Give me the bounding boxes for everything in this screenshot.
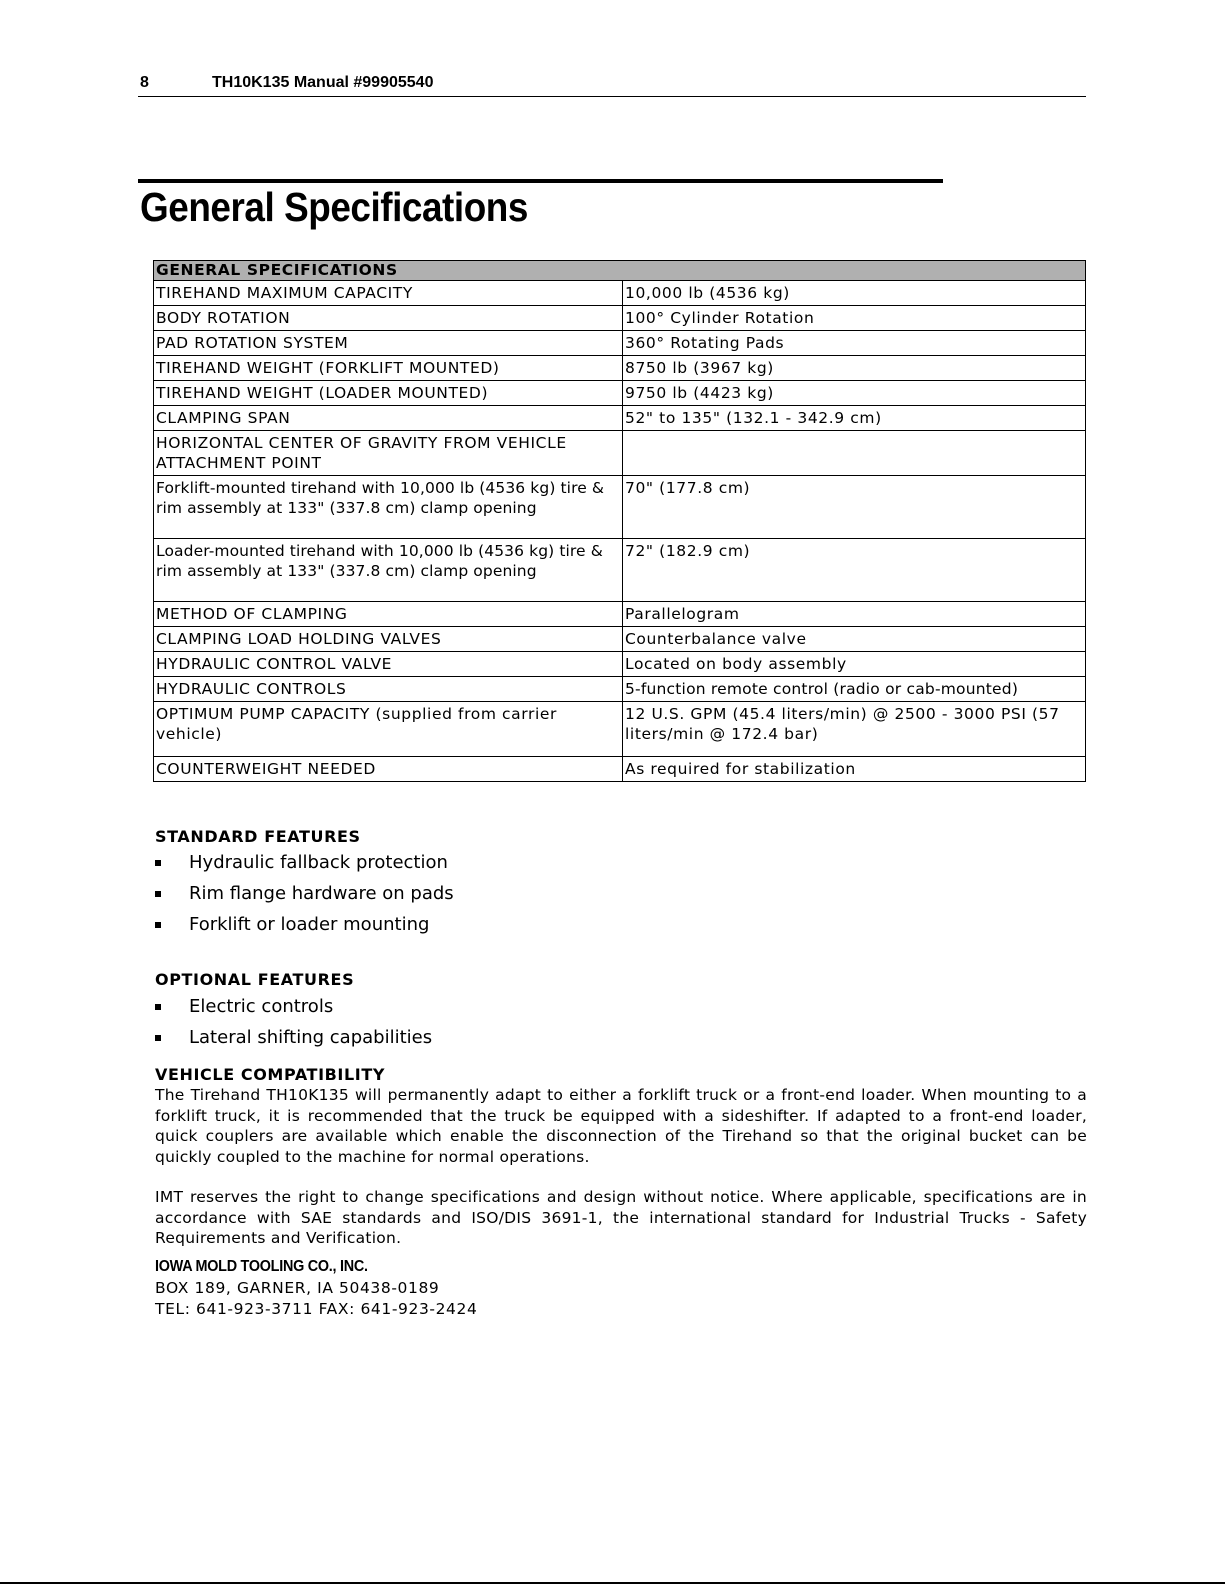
spec-value: 10,000 lb (4536 kg) (623, 281, 1086, 306)
spec-label: BODY ROTATION (154, 306, 623, 331)
optional-features-heading: OPTIONAL FEATURES (155, 970, 355, 989)
table-row (154, 652, 1086, 677)
table-row (154, 406, 1086, 431)
spec-label: TIREHAND MAXIMUM CAPACITY (154, 281, 623, 306)
vehicle-compatibility-text: The Tirehand TH10K135 will permanently adapt to either a forklift truck or a front-end loader. When mounting to a forklift truck, it is recommended that the truck be equipped with a sideshifter. If adapted to a front-end loader, quick couplers are available which enable the disconnection of the Tirehand so that the original bucket can be quickly coupled to the machine for normal operations. (155, 1086, 1087, 1167)
spec-label: CLAMPING LOAD HOLDING VALVES (154, 627, 623, 652)
document-title: TH10K135 Manual #99905540 (212, 74, 434, 91)
spec-label: COUNTERWEIGHT NEEDED (154, 757, 623, 782)
company-name: IOWA MOLD TOOLING CO., INC. (155, 1258, 368, 1275)
list-item: Forklift or loader mounting (155, 914, 454, 945)
table-row (154, 702, 1086, 757)
table-row (154, 757, 1086, 782)
standard-features-list (155, 852, 454, 945)
list-item: Lateral shifting capabilities (155, 1027, 432, 1058)
spec-label: TIREHAND WEIGHT (FORKLIFT MOUNTED) (154, 356, 623, 381)
spec-value: Parallelogram (623, 602, 1086, 627)
vehicle-compatibility-heading: VEHICLE COMPATIBILITY (155, 1065, 386, 1084)
spec-label: OPTIMUM PUMP CAPACITY (supplied from carrier vehicle) (154, 702, 623, 757)
table-row (154, 627, 1086, 652)
spec-value: 9750 lb (4423 kg) (623, 381, 1086, 406)
list-item: Electric controls (155, 996, 432, 1027)
spec-value: Counterbalance valve (623, 627, 1086, 652)
table-row (154, 381, 1086, 406)
table-row (154, 431, 1086, 476)
spec-value (623, 431, 1086, 476)
spec-label: HORIZONTAL CENTER OF GRAVITY FROM VEHICLE ATTACHMENT POINT (154, 431, 623, 476)
company-contact: TEL: 641-923-3711 FAX: 641-923-2424 (155, 1300, 478, 1318)
title-rule (138, 179, 943, 183)
spec-value: 8750 lb (3967 kg) (623, 356, 1086, 381)
spec-label: HYDRAULIC CONTROLS (154, 677, 623, 702)
spec-value: As required for stabilization (623, 757, 1086, 782)
spec-label: HYDRAULIC CONTROL VALVE (154, 652, 623, 677)
list-item: Rim flange hardware on pads (155, 883, 454, 914)
table-row (154, 602, 1086, 627)
spec-label: Forklift-mounted tirehand with 10,000 lb (4536 kg) tire & rim assembly at 133" (337.8 cm) clamp opening (154, 476, 623, 539)
spec-table-heading: GENERAL SPECIFICATIONS (154, 261, 1086, 281)
list-item: Hydraulic fallback protection (155, 852, 454, 883)
spec-label: Loader-mounted tirehand with 10,000 lb (4536 kg) tire & rim assembly at 133" (337.8 cm) clamp opening (154, 539, 623, 602)
spec-table (153, 260, 1086, 782)
spec-value: 70" (177.8 cm) (623, 476, 1086, 539)
company-address: BOX 189, GARNER, IA 50438-0189 (155, 1279, 440, 1297)
spec-value: Located on body assembly (623, 652, 1086, 677)
spec-label: CLAMPING SPAN (154, 406, 623, 431)
spec-value: 72" (182.9 cm) (623, 539, 1086, 602)
spec-table-heading-row (154, 261, 1086, 281)
table-row (154, 356, 1086, 381)
spec-value: 12 U.S. GPM (45.4 liters/min) @ 2500 - 3000 PSI (57 liters/min @ 172.4 bar) (623, 702, 1086, 757)
spec-value: 360° Rotating Pads (623, 331, 1086, 356)
optional-features-list (155, 996, 432, 1058)
spec-value: 100° Cylinder Rotation (623, 306, 1086, 331)
standard-features-heading: STANDARD FEATURES (155, 827, 361, 846)
disclaimer-text: IMT reserves the right to change specifications and design without notice. Where applicable, specifications are in accordance with SAE standards and ISO/DIS 3691-1, the international standard for Industrial Trucks - Safety Requirements and Verification. (155, 1188, 1087, 1248)
table-row (154, 539, 1086, 602)
table-row (154, 306, 1086, 331)
spec-label: TIREHAND WEIGHT (LOADER MOUNTED) (154, 381, 623, 406)
table-row (154, 677, 1086, 702)
spec-label: METHOD OF CLAMPING (154, 602, 623, 627)
table-row (154, 476, 1086, 539)
page-header (138, 72, 1086, 97)
spec-value: 52" to 135" (132.1 - 342.9 cm) (623, 406, 1086, 431)
table-row (154, 281, 1086, 306)
page-number: 8 (140, 74, 149, 91)
spec-value: 5-function remote control (radio or cab-mounted) (623, 677, 1086, 702)
spec-label: PAD ROTATION SYSTEM (154, 331, 623, 356)
page-title: General Specifications (140, 184, 528, 230)
bottom-rule (0, 1582, 1225, 1584)
table-row (154, 331, 1086, 356)
